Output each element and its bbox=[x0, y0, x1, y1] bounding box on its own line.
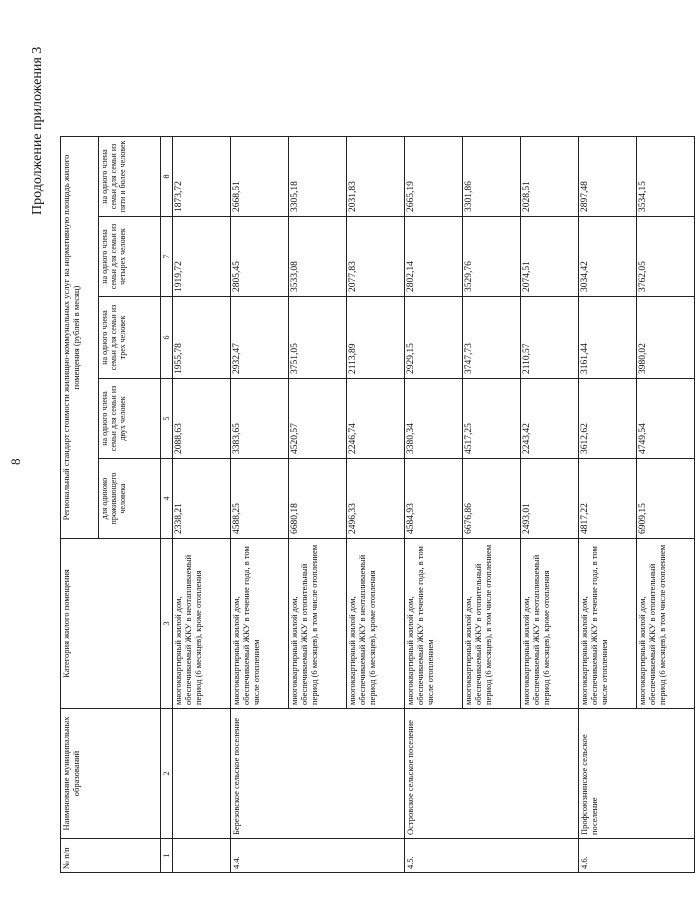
continuation-title: Продолжение приложения 3 bbox=[30, 46, 45, 215]
value-cell: 3980,02 bbox=[637, 297, 695, 379]
housing-category: многоквартирный жилой дом, обеспечиваемый ЖКУ в неотапливаемый период (6 месяцев), кроме отопления bbox=[347, 539, 405, 709]
colnum-4: 4 bbox=[161, 459, 173, 539]
municipality-name: Профсоюзнинское сельское поселение bbox=[579, 709, 637, 839]
header-sub-3: на одного члена семьи для семьи из трех человек bbox=[99, 297, 161, 379]
housing-category: многоквартирный жилой дом, обеспечиваемый ЖКУ в неотапливаемый период (6 месяцев), кроме отопления bbox=[521, 539, 579, 709]
value-cell: 2110,57 bbox=[521, 297, 579, 379]
header-category: Категория жилого помещения bbox=[61, 539, 161, 709]
value-cell: 4749,54 bbox=[637, 379, 695, 459]
value-cell: 2932,47 bbox=[231, 297, 289, 379]
housing-category: многоквартирный жилой дом, обеспечиваемый ЖКУ в отопительный период (6 месяцев), в том числе отоплением bbox=[637, 539, 695, 709]
value-cell: 3305,18 bbox=[289, 137, 347, 217]
value-cell: 6676,86 bbox=[463, 459, 521, 539]
value-cell: 6680,18 bbox=[289, 459, 347, 539]
header-sub-4: на одного члена семьи для семьи из четырех человек bbox=[99, 217, 161, 297]
value-cell: 2668,51 bbox=[231, 137, 289, 217]
tariff-table bbox=[60, 136, 695, 873]
value-cell: 3751,05 bbox=[289, 297, 347, 379]
value-cell: 2802,14 bbox=[405, 217, 463, 297]
row-number: 4.5. bbox=[405, 839, 463, 873]
table-row bbox=[231, 137, 289, 873]
colnum-5: 5 bbox=[161, 379, 173, 459]
colnum-2: 2 bbox=[161, 709, 173, 839]
value-cell: 1919,72 bbox=[173, 217, 231, 297]
value-cell: 4584,93 bbox=[405, 459, 463, 539]
value-cell: 4517,25 bbox=[463, 379, 521, 459]
value-cell: 3533,08 bbox=[289, 217, 347, 297]
row-number bbox=[347, 839, 405, 873]
row-number bbox=[173, 839, 231, 873]
value-cell: 2805,45 bbox=[231, 217, 289, 297]
value-cell: 4817,22 bbox=[579, 459, 637, 539]
table-row bbox=[637, 137, 695, 873]
housing-category: многоквартирный жилой дом, обеспечиваемый ЖКУ в течение года, в том числе отоплением bbox=[231, 539, 289, 709]
value-cell: 2074,51 bbox=[521, 217, 579, 297]
colnum-6: 6 bbox=[161, 297, 173, 379]
colnum-1: 1 bbox=[161, 839, 173, 873]
table-row bbox=[173, 137, 231, 873]
row-number: 4.6. bbox=[579, 839, 637, 873]
municipality-name bbox=[463, 709, 521, 839]
municipality-name bbox=[347, 709, 405, 839]
table-row bbox=[463, 137, 521, 873]
colnum-3: 3 bbox=[161, 539, 173, 709]
value-cell: 3612,62 bbox=[579, 379, 637, 459]
municipality-name bbox=[173, 709, 231, 839]
municipality-name bbox=[637, 709, 695, 839]
value-cell: 2028,51 bbox=[521, 137, 579, 217]
value-cell: 3762,05 bbox=[637, 217, 695, 297]
value-cell: 4588,25 bbox=[231, 459, 289, 539]
value-cell: 2246,74 bbox=[347, 379, 405, 459]
municipality-name: Островское сельское поселение bbox=[405, 709, 463, 839]
value-cell: 2496,33 bbox=[347, 459, 405, 539]
row-number: 4.4. bbox=[231, 839, 289, 873]
municipality-name bbox=[289, 709, 347, 839]
row-number bbox=[463, 839, 521, 873]
housing-category: многоквартирный жилой дом, обеспечиваемый ЖКУ в течение года, в том числе отоплением bbox=[579, 539, 637, 709]
header-no: № п/п bbox=[61, 839, 161, 873]
table-row bbox=[579, 137, 637, 873]
table-row bbox=[289, 137, 347, 873]
table-row bbox=[405, 137, 463, 873]
value-cell: 2493,01 bbox=[521, 459, 579, 539]
value-cell: 2929,15 bbox=[405, 297, 463, 379]
housing-category: многоквартирный жилой дом, обеспечиваемый ЖКУ в течение года, в том числе отоплением bbox=[405, 539, 463, 709]
value-cell: 2897,48 bbox=[579, 137, 637, 217]
header-sub-5: на одного члена семьи для семьи из пяти и более человек bbox=[99, 137, 161, 217]
value-cell: 2031,83 bbox=[347, 137, 405, 217]
value-cell: 3161,44 bbox=[579, 297, 637, 379]
value-cell: 2088,63 bbox=[173, 379, 231, 459]
row-number bbox=[521, 839, 579, 873]
page-number: 8 bbox=[8, 458, 23, 465]
header-sub-1: для одиноко проживающего человека bbox=[99, 459, 161, 539]
value-cell: 6909,15 bbox=[637, 459, 695, 539]
row-number bbox=[289, 839, 347, 873]
value-cell: 3534,15 bbox=[637, 137, 695, 217]
value-cell: 3747,73 bbox=[463, 297, 521, 379]
value-cell: 3529,76 bbox=[463, 217, 521, 297]
value-cell: 3034,42 bbox=[579, 217, 637, 297]
housing-category: многоквартирный жилой дом, обеспечиваемый ЖКУ в неотапливаемый период (6 месяцев), кроме отопления bbox=[173, 539, 231, 709]
header-standard: Региональный стандарт стоимости жилищно-коммунальных услуг на нормативную площадь жилого помещения (рублей в месяц) bbox=[61, 137, 99, 539]
value-cell: 2665,19 bbox=[405, 137, 463, 217]
municipality-name bbox=[521, 709, 579, 839]
colnum-7: 7 bbox=[161, 217, 173, 297]
value-cell: 1873,72 bbox=[173, 137, 231, 217]
value-cell: 2077,83 bbox=[347, 217, 405, 297]
header-name: Наименование муниципальных образований bbox=[61, 709, 161, 839]
municipality-name: Березовское сельское поселение bbox=[231, 709, 289, 839]
colnum-8: 8 bbox=[161, 137, 173, 217]
value-cell: 3301,86 bbox=[463, 137, 521, 217]
value-cell: 3380,34 bbox=[405, 379, 463, 459]
value-cell: 2113,89 bbox=[347, 297, 405, 379]
value-cell: 2243,42 bbox=[521, 379, 579, 459]
value-cell: 1955,78 bbox=[173, 297, 231, 379]
housing-category: многоквартирный жилой дом, обеспечиваемый ЖКУ в отопительный период (6 месяцев), в том числе отоплением bbox=[463, 539, 521, 709]
value-cell: 4520,57 bbox=[289, 379, 347, 459]
housing-category: многоквартирный жилой дом, обеспечиваемый ЖКУ в отопительный период (6 месяцев), в том числе отоплением bbox=[289, 539, 347, 709]
value-cell: 3383,65 bbox=[231, 379, 289, 459]
header-sub-2: на одного члена семьи для семьи из двух человек bbox=[99, 379, 161, 459]
table-row bbox=[347, 137, 405, 873]
value-cell: 2338,21 bbox=[173, 459, 231, 539]
row-number bbox=[637, 839, 695, 873]
table-row bbox=[521, 137, 579, 873]
